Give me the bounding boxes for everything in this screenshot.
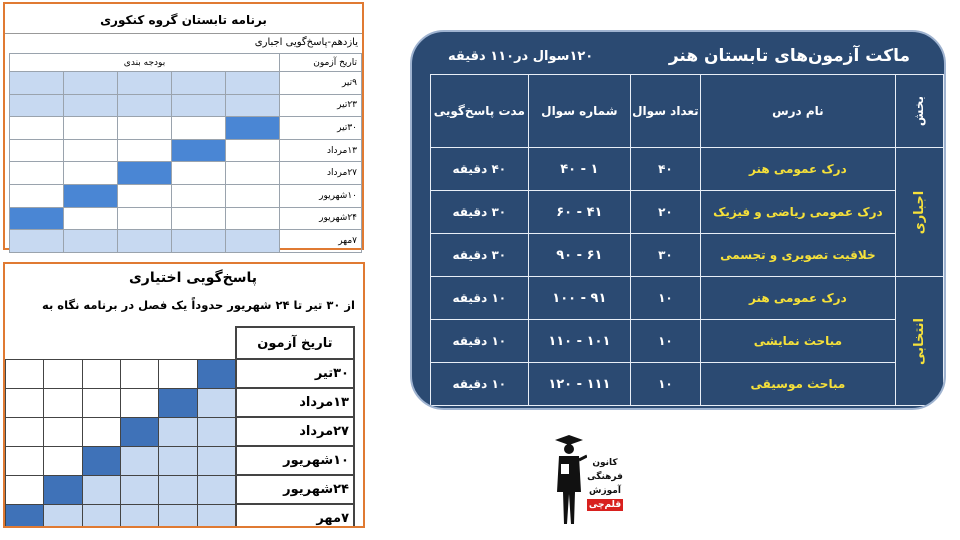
duration-cell: ۱۰ دقیقه	[431, 320, 529, 363]
schedule-cell	[118, 72, 172, 95]
optional-cell	[6, 504, 44, 528]
schedule-cell	[10, 162, 64, 185]
schedule-cell	[172, 139, 226, 162]
logo-text: کانون فرهنگی آموزش قلم‌چی	[587, 458, 623, 510]
schedule-row	[10, 72, 362, 95]
header-subject: نام درس	[700, 75, 895, 148]
schedule-cell	[10, 207, 64, 230]
summer-schedule-table	[9, 53, 362, 253]
schedule-cell	[118, 117, 172, 140]
optional-cell	[44, 388, 82, 417]
optional-cell	[44, 417, 82, 446]
optional-cell	[120, 388, 158, 417]
optional-row	[6, 475, 355, 504]
optional-cell	[120, 417, 158, 446]
optional-cell	[120, 446, 158, 475]
subject-cell: خلاقیت تصویری و تجسمی	[700, 234, 895, 277]
duration-cell: ۱۰ دقیقه	[431, 277, 529, 320]
schedule-row	[10, 184, 362, 207]
schedule-date: ۲۴شهریور	[280, 207, 362, 230]
optional-cell	[159, 417, 197, 446]
schedule-cell	[118, 230, 172, 253]
optional-cell	[159, 504, 197, 528]
optional-row	[6, 359, 355, 388]
schedule-cell	[10, 139, 64, 162]
schedule-cell	[226, 230, 280, 253]
duration-cell: ۱۰ دقیقه	[431, 363, 529, 406]
schedule-cell	[172, 117, 226, 140]
schedule-cell	[118, 139, 172, 162]
optional-cell	[44, 475, 82, 504]
subject-cell: مباحث نمایشی	[700, 320, 895, 363]
optional-cell	[6, 359, 44, 388]
schedule-cell	[118, 162, 172, 185]
optional-cell	[197, 475, 236, 504]
optional-date: ۲۷مرداد	[236, 417, 354, 446]
count-cell: ۱۰	[631, 363, 701, 406]
exam-row	[431, 148, 944, 191]
schedule-date: ۱۰شهریور	[280, 184, 362, 207]
optional-cell	[159, 388, 197, 417]
header-count: تعداد سوال	[631, 75, 701, 148]
section-label: اجباری	[896, 148, 944, 277]
schedule-cell	[118, 184, 172, 207]
graduate-figure-icon	[547, 434, 587, 526]
optional-date: ۳۰تیر	[236, 359, 354, 388]
optional-cell	[82, 388, 120, 417]
schedule-cell	[64, 184, 118, 207]
optional-cell	[197, 446, 236, 475]
summer-schedule-panel	[3, 2, 364, 250]
schedule-cell	[226, 207, 280, 230]
qnum-cell: ۱۰۱ - ۱۱۰	[528, 320, 630, 363]
optional-cell	[82, 446, 120, 475]
schedule-row	[10, 207, 362, 230]
optional-schedule-table	[5, 326, 355, 528]
optional-cell	[6, 417, 44, 446]
schedule-cell	[226, 162, 280, 185]
schedule-cell	[226, 72, 280, 95]
count-cell: ۲۰	[631, 191, 701, 234]
qnum-cell: ۱۱۱ - ۱۲۰	[528, 363, 630, 406]
optional-cell	[197, 388, 236, 417]
optional-cell	[82, 504, 120, 528]
exam-row	[431, 277, 944, 320]
count-cell: ۱۰	[631, 320, 701, 363]
schedule-date: ۳۰تیر	[280, 117, 362, 140]
schedule-row	[10, 117, 362, 140]
card-title: ماکت آزمون‌های تابستان هنر	[668, 46, 910, 66]
schedule-cell	[64, 230, 118, 253]
schedule-cell	[10, 94, 64, 117]
col-header-date: تاریخ آزمون	[236, 327, 354, 359]
schedule-row	[10, 162, 362, 185]
header-duration: مدت پاسخ‌گویی	[431, 75, 529, 148]
schedule-cell	[172, 94, 226, 117]
optional-cell	[44, 504, 82, 528]
qnum-cell: ۴۱ - ۶۰	[528, 191, 630, 234]
schedule-cell	[64, 139, 118, 162]
schedule-cell	[64, 207, 118, 230]
optional-row	[6, 504, 355, 528]
optional-cell	[120, 359, 158, 388]
schedule-date: ۲۳تیر	[280, 94, 362, 117]
optional-date: ۲۴شهریور	[236, 475, 354, 504]
optional-date: ۱۰شهریور	[236, 446, 354, 475]
optional-date: ۷مهر	[236, 504, 354, 528]
exam-row	[431, 234, 944, 277]
optional-cell	[6, 388, 44, 417]
schedule-cell	[172, 207, 226, 230]
schedule-cell	[172, 72, 226, 95]
qnum-cell: ۹۱ - ۱۰۰	[528, 277, 630, 320]
schedule-cell	[226, 94, 280, 117]
header-section: بخش	[896, 75, 944, 148]
subject-cell: درک عمومی ریاضی و فیزیک	[700, 191, 895, 234]
summer-schedule-title: برنامه تابستان گروه کنکوری	[5, 7, 362, 34]
count-cell: ۴۰	[631, 148, 701, 191]
count-cell: ۳۰	[631, 234, 701, 277]
subject-cell: درک عمومی هنر	[700, 277, 895, 320]
optional-cell	[120, 475, 158, 504]
schedule-cell	[10, 184, 64, 207]
subject-cell: مباحث موسیقی	[700, 363, 895, 406]
optional-row	[6, 417, 355, 446]
schedule-cell	[226, 139, 280, 162]
qnum-cell: ۱ - ۴۰	[528, 148, 630, 191]
optional-cell	[44, 359, 82, 388]
schedule-cell	[172, 162, 226, 185]
schedule-row	[10, 230, 362, 253]
optional-cell	[6, 446, 44, 475]
schedule-date: ۲۷مرداد	[280, 162, 362, 185]
optional-cell	[197, 504, 236, 528]
duration-cell: ۴۰ دقیقه	[431, 148, 529, 191]
header-qnum: شماره سوال	[528, 75, 630, 148]
schedule-cell	[118, 94, 172, 117]
optional-cell	[159, 475, 197, 504]
optional-cell	[82, 417, 120, 446]
schedule-cell	[226, 117, 280, 140]
optional-cell	[197, 359, 236, 388]
exam-row	[431, 320, 944, 363]
exam-format-table	[430, 74, 944, 406]
exam-row	[431, 191, 944, 234]
schedule-cell	[226, 184, 280, 207]
optional-date: ۱۳مرداد	[236, 388, 354, 417]
summer-schedule-subtitle: یازدهم-پاسخ‌گویی اجباری	[254, 37, 358, 48]
optional-row	[6, 388, 355, 417]
col-header-empty	[6, 327, 236, 359]
schedule-cell	[10, 72, 64, 95]
optional-cell	[159, 359, 197, 388]
schedule-date: ۹تیر	[280, 72, 362, 95]
schedule-cell	[64, 72, 118, 95]
schedule-cell	[172, 230, 226, 253]
schedule-cell	[64, 162, 118, 185]
col-header-budget: بودجه بندی	[10, 54, 280, 72]
optional-row	[6, 446, 355, 475]
duration-cell: ۳۰ دقیقه	[431, 191, 529, 234]
section-label: انتخابی	[896, 277, 944, 406]
schedule-date: ۷مهر	[280, 230, 362, 253]
optional-cell	[6, 475, 44, 504]
optional-cell	[120, 504, 158, 528]
optional-cell	[82, 475, 120, 504]
schedule-date: ۱۳مرداد	[280, 139, 362, 162]
optional-cell	[197, 417, 236, 446]
count-cell: ۱۰	[631, 277, 701, 320]
qnum-cell: ۶۱ - ۹۰	[528, 234, 630, 277]
schedule-row	[10, 139, 362, 162]
optional-cell	[82, 359, 120, 388]
schedule-cell	[118, 207, 172, 230]
optional-schedule-panel	[3, 262, 365, 528]
kanoon-logo	[541, 434, 621, 530]
schedule-row	[10, 94, 362, 117]
col-header-date: تاریخ آزمون	[280, 54, 362, 72]
schedule-cell	[64, 94, 118, 117]
exam-format-card	[410, 30, 946, 410]
optional-cell	[159, 446, 197, 475]
optional-schedule-note: از ۳۰ تیر تا ۲۴ شهریور حدوداً یک فصل در برنامه نگاه به	[41, 298, 355, 312]
schedule-cell	[10, 117, 64, 140]
optional-cell	[44, 446, 82, 475]
schedule-cell	[64, 117, 118, 140]
duration-cell: ۳۰ دقیقه	[431, 234, 529, 277]
schedule-cell	[172, 184, 226, 207]
exam-row	[431, 363, 944, 406]
logo-badge: قلم‌چی	[588, 500, 622, 510]
subject-cell: درک عمومی هنر	[700, 148, 895, 191]
optional-schedule-title: پاسخ‌گویی اختیاری	[128, 270, 258, 286]
schedule-cell	[10, 230, 64, 253]
card-summary: ۱۲۰سوال در۱۱۰ دقیقه	[448, 49, 594, 64]
